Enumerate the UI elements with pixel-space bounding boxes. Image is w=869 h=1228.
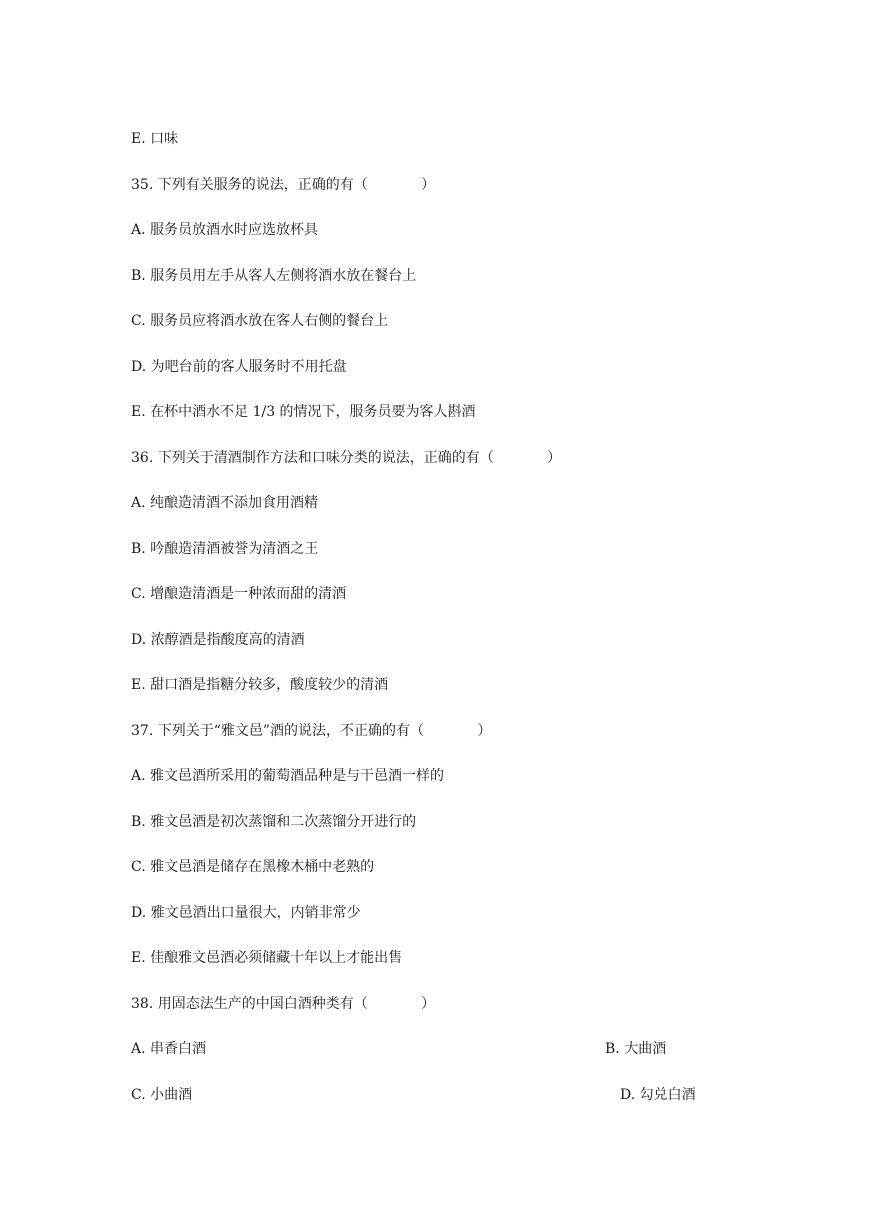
q38-option-c: C. 小曲酒 — [131, 1087, 193, 1103]
q36-option-d: D. 浓醇酒是指酸度高的清酒 — [131, 632, 305, 648]
q37-option-e: E. 佳酿雅文邑酒必须储藏十年以上才能出售 — [131, 950, 403, 966]
q37-option-a: A. 雅文邑酒所采用的葡萄酒品种是与干邑酒一样的 — [131, 768, 445, 784]
q38-option-d: D. 勾兑白酒 — [620, 1087, 696, 1103]
q36-option-b: B. 吟酿造清酒被誉为清酒之王 — [131, 541, 319, 557]
q38-option-b: B. 大曲酒 — [605, 1041, 667, 1057]
q36-option-c: C. 增酿造清酒是一种浓而甜的清酒 — [131, 586, 347, 602]
q38-option-a: A. 串香白酒 — [131, 1041, 207, 1057]
q37-option-b: B. 雅文邑酒是初次蒸馏和二次蒸馏分开进行的 — [131, 814, 417, 830]
q35-option-d: D. 为吧台前的客人服务时不用托盘 — [131, 359, 347, 375]
q35-option-e: E. 在杯中酒水不足 1/3 的情况下，服务员要为客人斟酒 — [131, 404, 476, 420]
q38-stem: 38. 用固态法生产的中国白酒种类有（ ） — [131, 996, 436, 1012]
q36-option-e: E. 甜口酒是指糖分较多，酸度较少的清酒 — [131, 677, 389, 693]
q37-option-c: C. 雅文邑酒是储存在黑橡木桶中老熟的 — [131, 859, 375, 875]
q37-stem: 37. 下列关于“雅文邑”酒的说法，不正确的有（ ） — [131, 723, 492, 739]
q37-option-d: D. 雅文邑酒出口量很大，内销非常少 — [131, 905, 361, 921]
q35-option-c: C. 服务员应将酒水放在客人右侧的餐台上 — [131, 313, 389, 329]
q34-option-e: E. 口味 — [131, 131, 179, 147]
q35-stem: 35. 下列有关服务的说法，正确的有（ ） — [131, 177, 436, 193]
q36-stem: 36. 下列关于清酒制作方法和口味分类的说法，正确的有（ ） — [131, 450, 562, 466]
q35-option-a: A. 服务员放酒水时应选放杯具 — [131, 222, 319, 238]
q36-option-a: A. 纯酿造清酒不添加食用酒精 — [131, 495, 319, 511]
q35-option-b: B. 服务员用左手从客人左侧将酒水放在餐台上 — [131, 268, 417, 284]
